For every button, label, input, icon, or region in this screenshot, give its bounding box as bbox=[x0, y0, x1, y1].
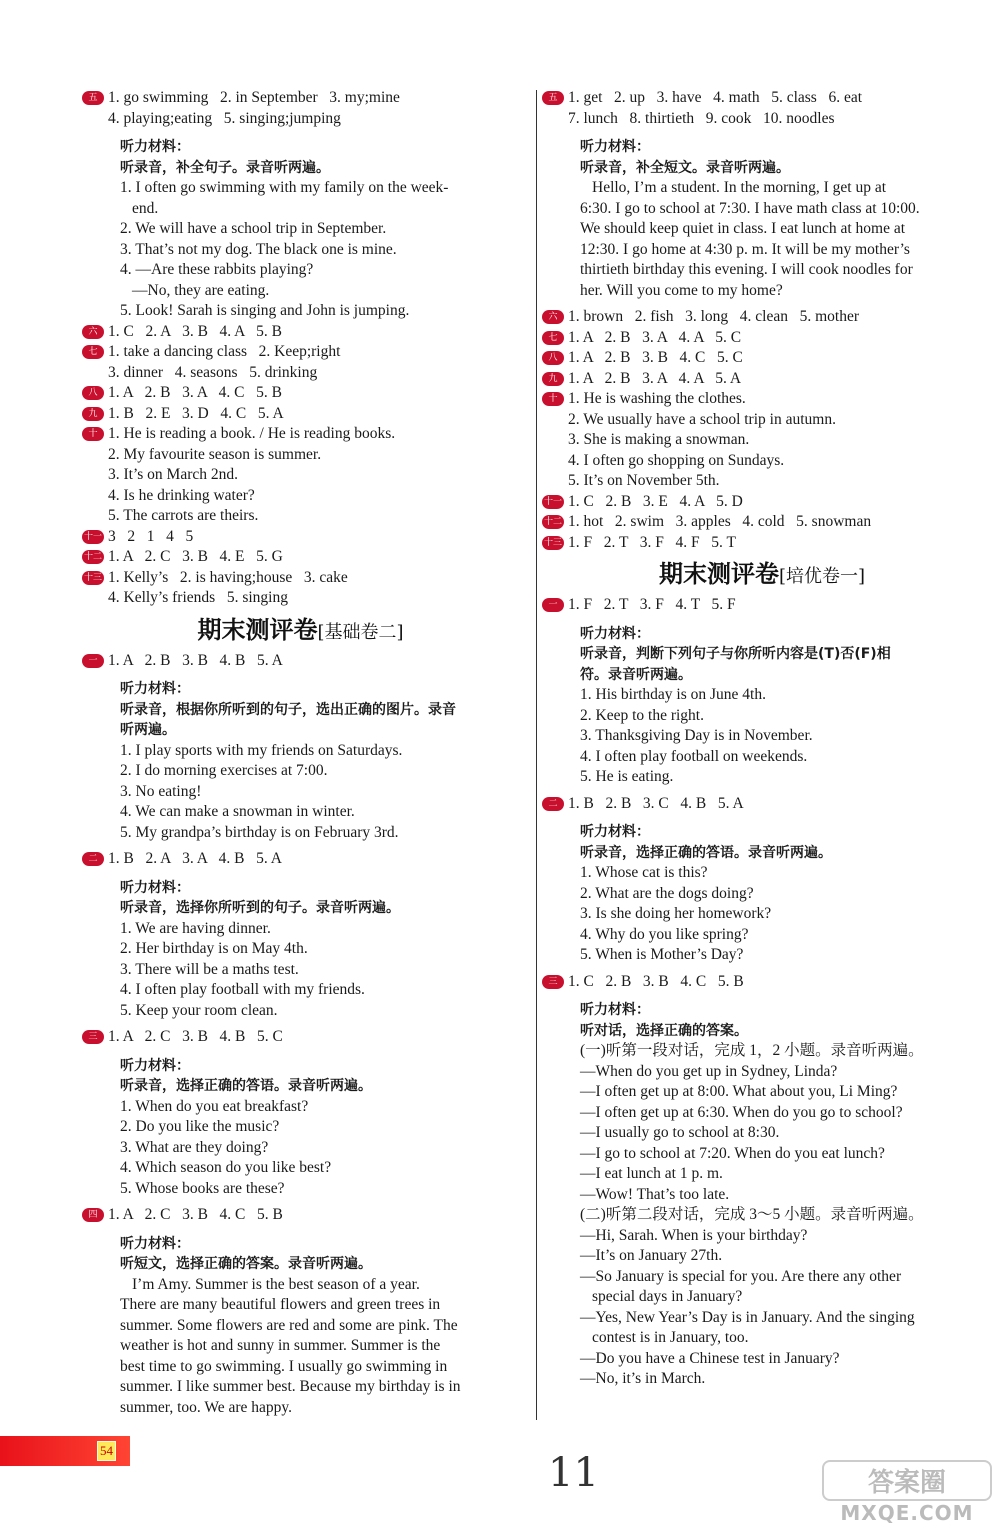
right-column bbox=[543, 88, 976, 1390]
instruction-line bbox=[88, 137, 513, 158]
text-line bbox=[548, 1164, 976, 1185]
line-text: 1. I often go swimming with my family on the week- bbox=[120, 179, 449, 196]
question-number-badge: 三 bbox=[542, 975, 564, 989]
text-line bbox=[88, 1275, 513, 1296]
line-text: 4. Which season do you like best? bbox=[120, 1159, 332, 1176]
column-divider bbox=[536, 90, 537, 1420]
line-text: —I go to school at 7:20. When do you eat lunch? bbox=[580, 1144, 885, 1162]
text-line bbox=[88, 1117, 513, 1138]
question-number-badge: 十三 bbox=[543, 537, 562, 548]
line-text: 3. dinner 4. seasons 5. drinking bbox=[108, 363, 318, 381]
instruction-line bbox=[548, 1000, 976, 1021]
question-number-badge: 九 bbox=[542, 372, 564, 386]
line-text: 1. He is reading a book. / He is reading books. bbox=[108, 425, 396, 442]
line-text: 听力材料： bbox=[580, 625, 650, 642]
text-line bbox=[88, 1138, 513, 1159]
watermark-text: 答案圈 bbox=[822, 1460, 992, 1501]
line-text: 3. No eating! bbox=[120, 782, 202, 800]
line-text: 2. What are the dogs doing? bbox=[580, 884, 754, 902]
line-text: 6:30. I go to school at 7:30. I have math class at 10:00. bbox=[580, 199, 920, 217]
line-text: Hello, I’m a student. In the morning, I get up at bbox=[592, 179, 887, 196]
line-text: —I often get up at 6:30. When do you go to school? bbox=[580, 1103, 903, 1121]
question-number-badge: 六 bbox=[542, 310, 564, 324]
line-text: —So January is special for you. Are there any other bbox=[580, 1267, 902, 1285]
line-text: 听录音，补全句子。录音听两遍。 bbox=[120, 159, 330, 176]
question-number-badge: 五 bbox=[542, 91, 564, 105]
line-text: 4. —Are these rabbits playing? bbox=[120, 261, 314, 278]
spacer bbox=[88, 1226, 513, 1234]
question-number-badge: 十三 bbox=[83, 572, 102, 583]
answer-row bbox=[88, 322, 513, 343]
line-text: 1. We are having dinner. bbox=[120, 919, 271, 937]
question-number-badge: 十 bbox=[82, 427, 104, 441]
line-text: 4. I often play football with my friends. bbox=[120, 981, 365, 998]
line-text: thirtieth birthday this evening. I will cook noodles for bbox=[580, 261, 913, 278]
line-text: 1. B 2. A 3. A 4. B 5. A bbox=[108, 850, 282, 867]
answer-row bbox=[548, 307, 976, 328]
line-text: 1. brown 2. fish 3. long 4. clean 5. mother bbox=[568, 308, 860, 325]
line-text: 听录音，判断下列句子与你所听内容是(T)否(F)相 bbox=[580, 646, 891, 662]
line-text: 1. A 2. B 3. B 4. B 5. A bbox=[108, 651, 283, 669]
line-text: —When do you get up in Sydney, Linda? bbox=[580, 1062, 838, 1080]
answer-row bbox=[543, 492, 976, 513]
line-text: 2. We usually have a school trip in autumn. bbox=[568, 410, 836, 428]
text-line bbox=[88, 1158, 513, 1179]
instruction-line bbox=[548, 843, 976, 864]
line-text: 听力材料： bbox=[120, 139, 190, 155]
line-text: 听力材料： bbox=[120, 879, 190, 896]
text-line bbox=[88, 465, 513, 486]
line-text: summer. Some flowers are red and some are pink. The bbox=[120, 1316, 458, 1334]
text-line bbox=[88, 219, 513, 240]
instruction-line bbox=[88, 1056, 513, 1077]
instruction-line bbox=[88, 679, 513, 700]
question-number-badge: 十二 bbox=[543, 517, 562, 527]
line-text: 1. go swimming 2. in September 3. my;mine bbox=[108, 89, 400, 106]
line-text: 3 2 1 4 5 bbox=[108, 527, 194, 545]
text-line bbox=[548, 410, 976, 431]
instruction-line bbox=[88, 898, 513, 919]
handwritten-mark: 11 bbox=[548, 1450, 599, 1496]
question-number-badge: 一 bbox=[542, 598, 564, 612]
line-text: 2. Do you like the music? bbox=[120, 1118, 280, 1135]
text-line bbox=[88, 588, 513, 609]
line-text: —Wow! That’s too late. bbox=[580, 1185, 730, 1203]
line-text: 听力材料： bbox=[580, 824, 650, 840]
instruction-line bbox=[88, 1254, 513, 1275]
spacer bbox=[548, 992, 976, 1000]
line-text: —I often get up at 8:00. What about you, Li Ming? bbox=[580, 1083, 898, 1100]
text-line bbox=[88, 301, 513, 322]
text-line bbox=[88, 1316, 513, 1337]
text-line bbox=[88, 178, 513, 199]
line-text: 听对话，选择正确的答案。 bbox=[580, 1022, 748, 1039]
instruction-line bbox=[548, 1021, 976, 1042]
text-line bbox=[548, 240, 976, 261]
line-text: There are many beautiful flowers and green trees in bbox=[120, 1296, 441, 1313]
answer-row bbox=[88, 849, 513, 870]
text-line bbox=[548, 451, 976, 472]
line-text: end. bbox=[132, 199, 159, 217]
question-number-badge: 三 bbox=[82, 1030, 104, 1044]
text-line bbox=[548, 1287, 976, 1308]
answer-row bbox=[83, 527, 513, 548]
question-number-badge: 八 bbox=[82, 386, 104, 400]
line-text: 1. He is washing the clothes. bbox=[568, 390, 746, 407]
instruction-line bbox=[88, 720, 513, 741]
line-text: best time to go swimming. I usually go swimming in bbox=[120, 1357, 448, 1375]
line-text: 听录音，选择正确的答语。录音听两遍。 bbox=[120, 1078, 372, 1094]
line-text: 4. I often play football on weekends. bbox=[580, 747, 808, 765]
question-number-badge: 十 bbox=[542, 392, 564, 406]
instruction-line bbox=[88, 700, 513, 721]
line-text: —It’s on January 27th. bbox=[580, 1247, 723, 1264]
text-line bbox=[548, 219, 976, 240]
text-line bbox=[548, 726, 976, 747]
line-text: weather is hot and sunny in summer. Summer is the bbox=[120, 1337, 441, 1354]
answer-row bbox=[543, 533, 976, 554]
text-line bbox=[88, 761, 513, 782]
line-text: 4. I often go shopping on Sundays. bbox=[568, 451, 785, 469]
question-number-badge: 十一 bbox=[83, 531, 102, 542]
text-line bbox=[88, 363, 513, 384]
line-text: 1. B 2. B 3. C 4. B 5. A bbox=[568, 794, 744, 812]
text-line bbox=[548, 1205, 976, 1226]
text-line bbox=[548, 199, 976, 220]
line-text: summer. I like summer best. Because my birthday is in bbox=[120, 1378, 461, 1395]
answer-row bbox=[548, 794, 976, 815]
text-line bbox=[88, 939, 513, 960]
text-line bbox=[548, 884, 976, 905]
text-line bbox=[88, 1357, 513, 1378]
line-text: 3. There will be a maths test. bbox=[120, 960, 299, 978]
text-line bbox=[548, 1041, 976, 1062]
line-text: —Hi, Sarah. When is your birthday? bbox=[580, 1226, 808, 1244]
line-text: 1. Kelly’s 2. is having;house 3. cake bbox=[108, 568, 348, 586]
question-number-badge: 十一 bbox=[543, 496, 562, 507]
question-number-badge: 七 bbox=[82, 345, 104, 359]
text-line bbox=[88, 506, 513, 527]
line-text: 5. He is eating. bbox=[580, 768, 674, 785]
line-text: (一)听第一段对话，完成 1，2 小题。录音听两遍。 bbox=[580, 1042, 924, 1059]
line-text: 1. get 2. up 3. have 4. math 5. class 6. eat bbox=[568, 89, 863, 106]
line-text: 1. hot 2. swim 3. apples 4. cold 5. snowman bbox=[568, 513, 872, 530]
line-text: —I eat lunch at 1 p. m. bbox=[580, 1165, 723, 1182]
answer-row bbox=[548, 389, 976, 410]
instruction-line bbox=[88, 1234, 513, 1255]
text-line bbox=[88, 802, 513, 823]
line-text: 1. When do you eat breakfast? bbox=[120, 1097, 309, 1115]
question-number-badge: 八 bbox=[542, 351, 564, 365]
line-text: 1. A 2. B 3. A 4. A 5. A bbox=[568, 369, 742, 387]
text-line bbox=[88, 919, 513, 940]
answer-row bbox=[83, 547, 513, 568]
line-text: 3. She is making a snowman. bbox=[568, 431, 750, 448]
answer-row bbox=[548, 369, 976, 390]
question-number-badge: 六 bbox=[82, 325, 104, 339]
text-line bbox=[548, 109, 976, 130]
line-text: 4. Kelly’s friends 5. singing bbox=[108, 589, 288, 606]
answer-row bbox=[88, 651, 513, 672]
left-column bbox=[83, 88, 513, 1418]
line-text: 听录音，选择你所听到的句子。录音听两遍。 bbox=[120, 900, 400, 916]
question-number-badge: 九 bbox=[82, 407, 104, 421]
section-title: 期末测评卷 bbox=[197, 615, 318, 644]
line-text: 1. C 2. B 3. B 4. C 5. B bbox=[568, 972, 744, 990]
line-text: 1. A 2. C 3. B 4. C 5. B bbox=[108, 1206, 283, 1223]
line-text: 4. We can make a snowman in winter. bbox=[120, 803, 355, 820]
text-line bbox=[548, 1349, 976, 1370]
text-line bbox=[88, 782, 513, 803]
line-text: contest is in January, too. bbox=[592, 1329, 749, 1346]
answer-row bbox=[83, 568, 513, 589]
line-text: 3. It’s on March 2nd. bbox=[108, 466, 239, 483]
spacer bbox=[88, 129, 513, 137]
watermark-logo bbox=[822, 1460, 992, 1525]
line-text: 5. Whose books are these? bbox=[120, 1179, 285, 1197]
text-line bbox=[548, 945, 976, 966]
text-line bbox=[88, 980, 513, 1001]
text-line bbox=[88, 1295, 513, 1316]
text-line bbox=[548, 1246, 976, 1267]
line-text: 3. Thanksgiving Day is in November. bbox=[580, 727, 813, 744]
line-text: 1. I play sports with my friends on Saturdays. bbox=[120, 741, 403, 759]
text-line bbox=[548, 1103, 976, 1124]
text-line bbox=[88, 281, 513, 302]
line-text: 1. Whose cat is this? bbox=[580, 864, 708, 881]
line-text: 1. A 2. C 3. B 4. B 5. C bbox=[108, 1028, 283, 1045]
line-text: —Do you have a Chinese test in January? bbox=[580, 1349, 840, 1367]
line-text: 1. F 2. T 3. F 4. T 5. F bbox=[568, 596, 736, 613]
line-text: 听力材料： bbox=[120, 1235, 190, 1252]
text-line bbox=[88, 741, 513, 762]
text-line bbox=[548, 1144, 976, 1165]
line-text: 1. A 2. B 3. A 4. A 5. C bbox=[568, 328, 742, 346]
section-subtitle: [基础卷二] bbox=[317, 621, 404, 643]
line-text: 1. A 2. B 3. A 4. C 5. B bbox=[108, 384, 282, 401]
spacer bbox=[88, 870, 513, 878]
line-text: 4. Why do you like spring? bbox=[580, 925, 749, 943]
text-line bbox=[548, 1082, 976, 1103]
text-line bbox=[548, 1308, 976, 1329]
line-text: 4. Is he drinking water? bbox=[108, 486, 255, 504]
instruction-line bbox=[548, 624, 976, 645]
answer-row bbox=[88, 404, 513, 425]
line-text: 2. Her birthday is on May 4th. bbox=[120, 940, 308, 957]
line-text: 听短文，选择正确的答案。录音听两遍。 bbox=[120, 1256, 372, 1272]
text-line bbox=[88, 486, 513, 507]
line-text: 1. C 2. A 3. B 4. A 5. B bbox=[108, 322, 282, 340]
line-text: 1. His birthday is on June 4th. bbox=[580, 686, 766, 703]
question-number-badge: 五 bbox=[82, 91, 104, 105]
text-line bbox=[548, 1185, 976, 1206]
line-text: 5. My grandpa’s birthday is on February 3rd. bbox=[120, 823, 399, 841]
text-line bbox=[548, 260, 976, 281]
line-text: 2. I do morning exercises at 7:00. bbox=[120, 762, 328, 779]
text-line bbox=[548, 1267, 976, 1288]
line-text: 12:30. I go home at 4:30 p. m. It will be my mother’s bbox=[580, 240, 910, 258]
text-line bbox=[88, 823, 513, 844]
line-text: summer, too. We are happy. bbox=[120, 1398, 293, 1416]
instruction-line bbox=[88, 878, 513, 899]
text-line bbox=[548, 471, 976, 492]
question-number-badge: 一 bbox=[82, 654, 104, 668]
answer-row bbox=[88, 342, 513, 363]
spacer bbox=[548, 814, 976, 822]
page-number-tab bbox=[0, 1436, 130, 1466]
line-text: —I usually go to school at 8:30. bbox=[580, 1124, 780, 1141]
line-text: 2. Keep to the right. bbox=[580, 706, 704, 724]
line-text: 听力材料： bbox=[120, 1057, 190, 1074]
section-heading bbox=[88, 611, 513, 649]
watermark-url: MXQE.COM bbox=[840, 1501, 974, 1525]
line-text: 3. What are they doing? bbox=[120, 1138, 269, 1156]
line-text: 1. F 2. T 3. F 4. F 5. T bbox=[568, 533, 736, 551]
text-line bbox=[548, 281, 976, 302]
instruction-line bbox=[548, 665, 976, 686]
line-text: 2. My favourite season is summer. bbox=[108, 445, 322, 463]
line-text: 5. Look! Sarah is singing and John is jumping. bbox=[120, 302, 410, 319]
line-text: 1. B 2. E 3. D 4. C 5. A bbox=[108, 404, 284, 422]
line-text: 听两遍。 bbox=[120, 722, 176, 738]
answer-row bbox=[88, 1205, 513, 1226]
line-text: 符。录音听两遍。 bbox=[580, 666, 692, 683]
line-text: 1. take a dancing class 2. Keep;right bbox=[108, 343, 341, 360]
text-line bbox=[88, 1179, 513, 1200]
question-number-badge: 二 bbox=[542, 797, 564, 811]
answer-row bbox=[548, 595, 976, 616]
line-text: 4. playing;eating 5. singing;jumping bbox=[108, 109, 341, 127]
question-number-badge: 七 bbox=[542, 331, 564, 345]
line-text: 听力材料： bbox=[120, 681, 190, 697]
text-line bbox=[88, 1377, 513, 1398]
answer-row bbox=[548, 328, 976, 349]
line-text: 5. It’s on November 5th. bbox=[568, 472, 720, 489]
page-number: 54 bbox=[97, 1441, 116, 1461]
spacer bbox=[548, 129, 976, 137]
instruction-line bbox=[88, 1076, 513, 1097]
line-text: 5. The carrots are theirs. bbox=[108, 507, 259, 524]
line-text: 7. lunch 8. thirtieth 9. cook 10. noodles bbox=[568, 109, 835, 127]
line-text: 听录音，选择正确的答语。录音听两遍。 bbox=[580, 844, 832, 861]
text-line bbox=[88, 960, 513, 981]
answer-row bbox=[548, 348, 976, 369]
line-text: —No, they are eating. bbox=[132, 281, 270, 299]
answer-row bbox=[88, 383, 513, 404]
line-text: —Yes, New Year’s Day is in January. And the singing bbox=[580, 1308, 915, 1326]
line-text: 听录音，补全短文。录音听两遍。 bbox=[580, 159, 790, 176]
text-line bbox=[88, 199, 513, 220]
line-text: 3. That’s not my dog. The black one is mine. bbox=[120, 240, 397, 258]
line-text: 1. A 2. B 3. B 4. C 5. C bbox=[568, 349, 743, 366]
line-text: her. Will you come to my home? bbox=[580, 281, 783, 299]
text-line bbox=[548, 685, 976, 706]
line-text: 1. C 2. B 3. E 4. A 5. D bbox=[568, 492, 743, 510]
answer-row bbox=[88, 88, 513, 109]
spacer bbox=[548, 616, 976, 624]
line-text: 2. We will have a school trip in September. bbox=[120, 220, 387, 237]
instruction-line bbox=[548, 822, 976, 843]
text-line bbox=[88, 109, 513, 130]
text-line bbox=[88, 1336, 513, 1357]
text-line bbox=[88, 1097, 513, 1118]
section-subtitle: [培优卷一] bbox=[778, 566, 866, 587]
line-text: (二)听第二段对话，完成 3～5 小题。录音听两遍。 bbox=[580, 1206, 924, 1223]
answer-row bbox=[88, 1027, 513, 1048]
question-number-badge: 四 bbox=[82, 1208, 104, 1222]
line-text: —No, it’s in March. bbox=[580, 1370, 706, 1387]
text-line bbox=[88, 1398, 513, 1419]
text-line bbox=[88, 445, 513, 466]
section-title: 期末测评卷 bbox=[658, 560, 779, 588]
text-line bbox=[548, 178, 976, 199]
line-text: 5. When is Mother’s Day? bbox=[580, 946, 744, 963]
line-text: 5. Keep your room clean. bbox=[120, 1001, 278, 1019]
instruction-line bbox=[88, 158, 513, 179]
answer-row bbox=[548, 88, 976, 109]
answer-row bbox=[543, 512, 976, 533]
answer-row bbox=[88, 424, 513, 445]
line-text: 1. A 2. C 3. B 4. E 5. G bbox=[108, 548, 283, 565]
text-line bbox=[548, 767, 976, 788]
text-line bbox=[548, 706, 976, 727]
line-text: 听力材料： bbox=[580, 1002, 650, 1018]
text-line bbox=[548, 1226, 976, 1247]
text-line bbox=[548, 925, 976, 946]
spacer bbox=[88, 1048, 513, 1056]
instruction-line bbox=[548, 644, 976, 665]
text-line bbox=[88, 1001, 513, 1022]
text-line bbox=[88, 240, 513, 261]
line-text: We should keep quiet in class. I eat lunch at home at bbox=[580, 220, 906, 237]
text-line bbox=[548, 904, 976, 925]
text-line bbox=[548, 1328, 976, 1349]
line-text: I’m Amy. Summer is the best season of a year. bbox=[132, 1275, 420, 1293]
line-text: 听录音，根据你所听到的句子，选出正确的图片。录音 bbox=[120, 701, 456, 718]
question-number-badge: 十二 bbox=[83, 552, 102, 562]
question-number-badge: 二 bbox=[82, 852, 104, 866]
line-text: 听力材料： bbox=[580, 139, 650, 155]
text-line bbox=[548, 1062, 976, 1083]
text-line bbox=[548, 430, 976, 451]
answer-row bbox=[548, 972, 976, 993]
line-text: 3. Is she doing her homework? bbox=[580, 905, 772, 922]
text-line bbox=[548, 1369, 976, 1390]
instruction-line bbox=[548, 137, 976, 158]
text-line bbox=[88, 260, 513, 281]
section-heading bbox=[548, 555, 976, 593]
text-line bbox=[548, 863, 976, 884]
spacer bbox=[88, 671, 513, 679]
text-line bbox=[548, 1123, 976, 1144]
text-line bbox=[548, 747, 976, 768]
line-text: special days in January? bbox=[592, 1288, 743, 1305]
instruction-line bbox=[548, 158, 976, 179]
